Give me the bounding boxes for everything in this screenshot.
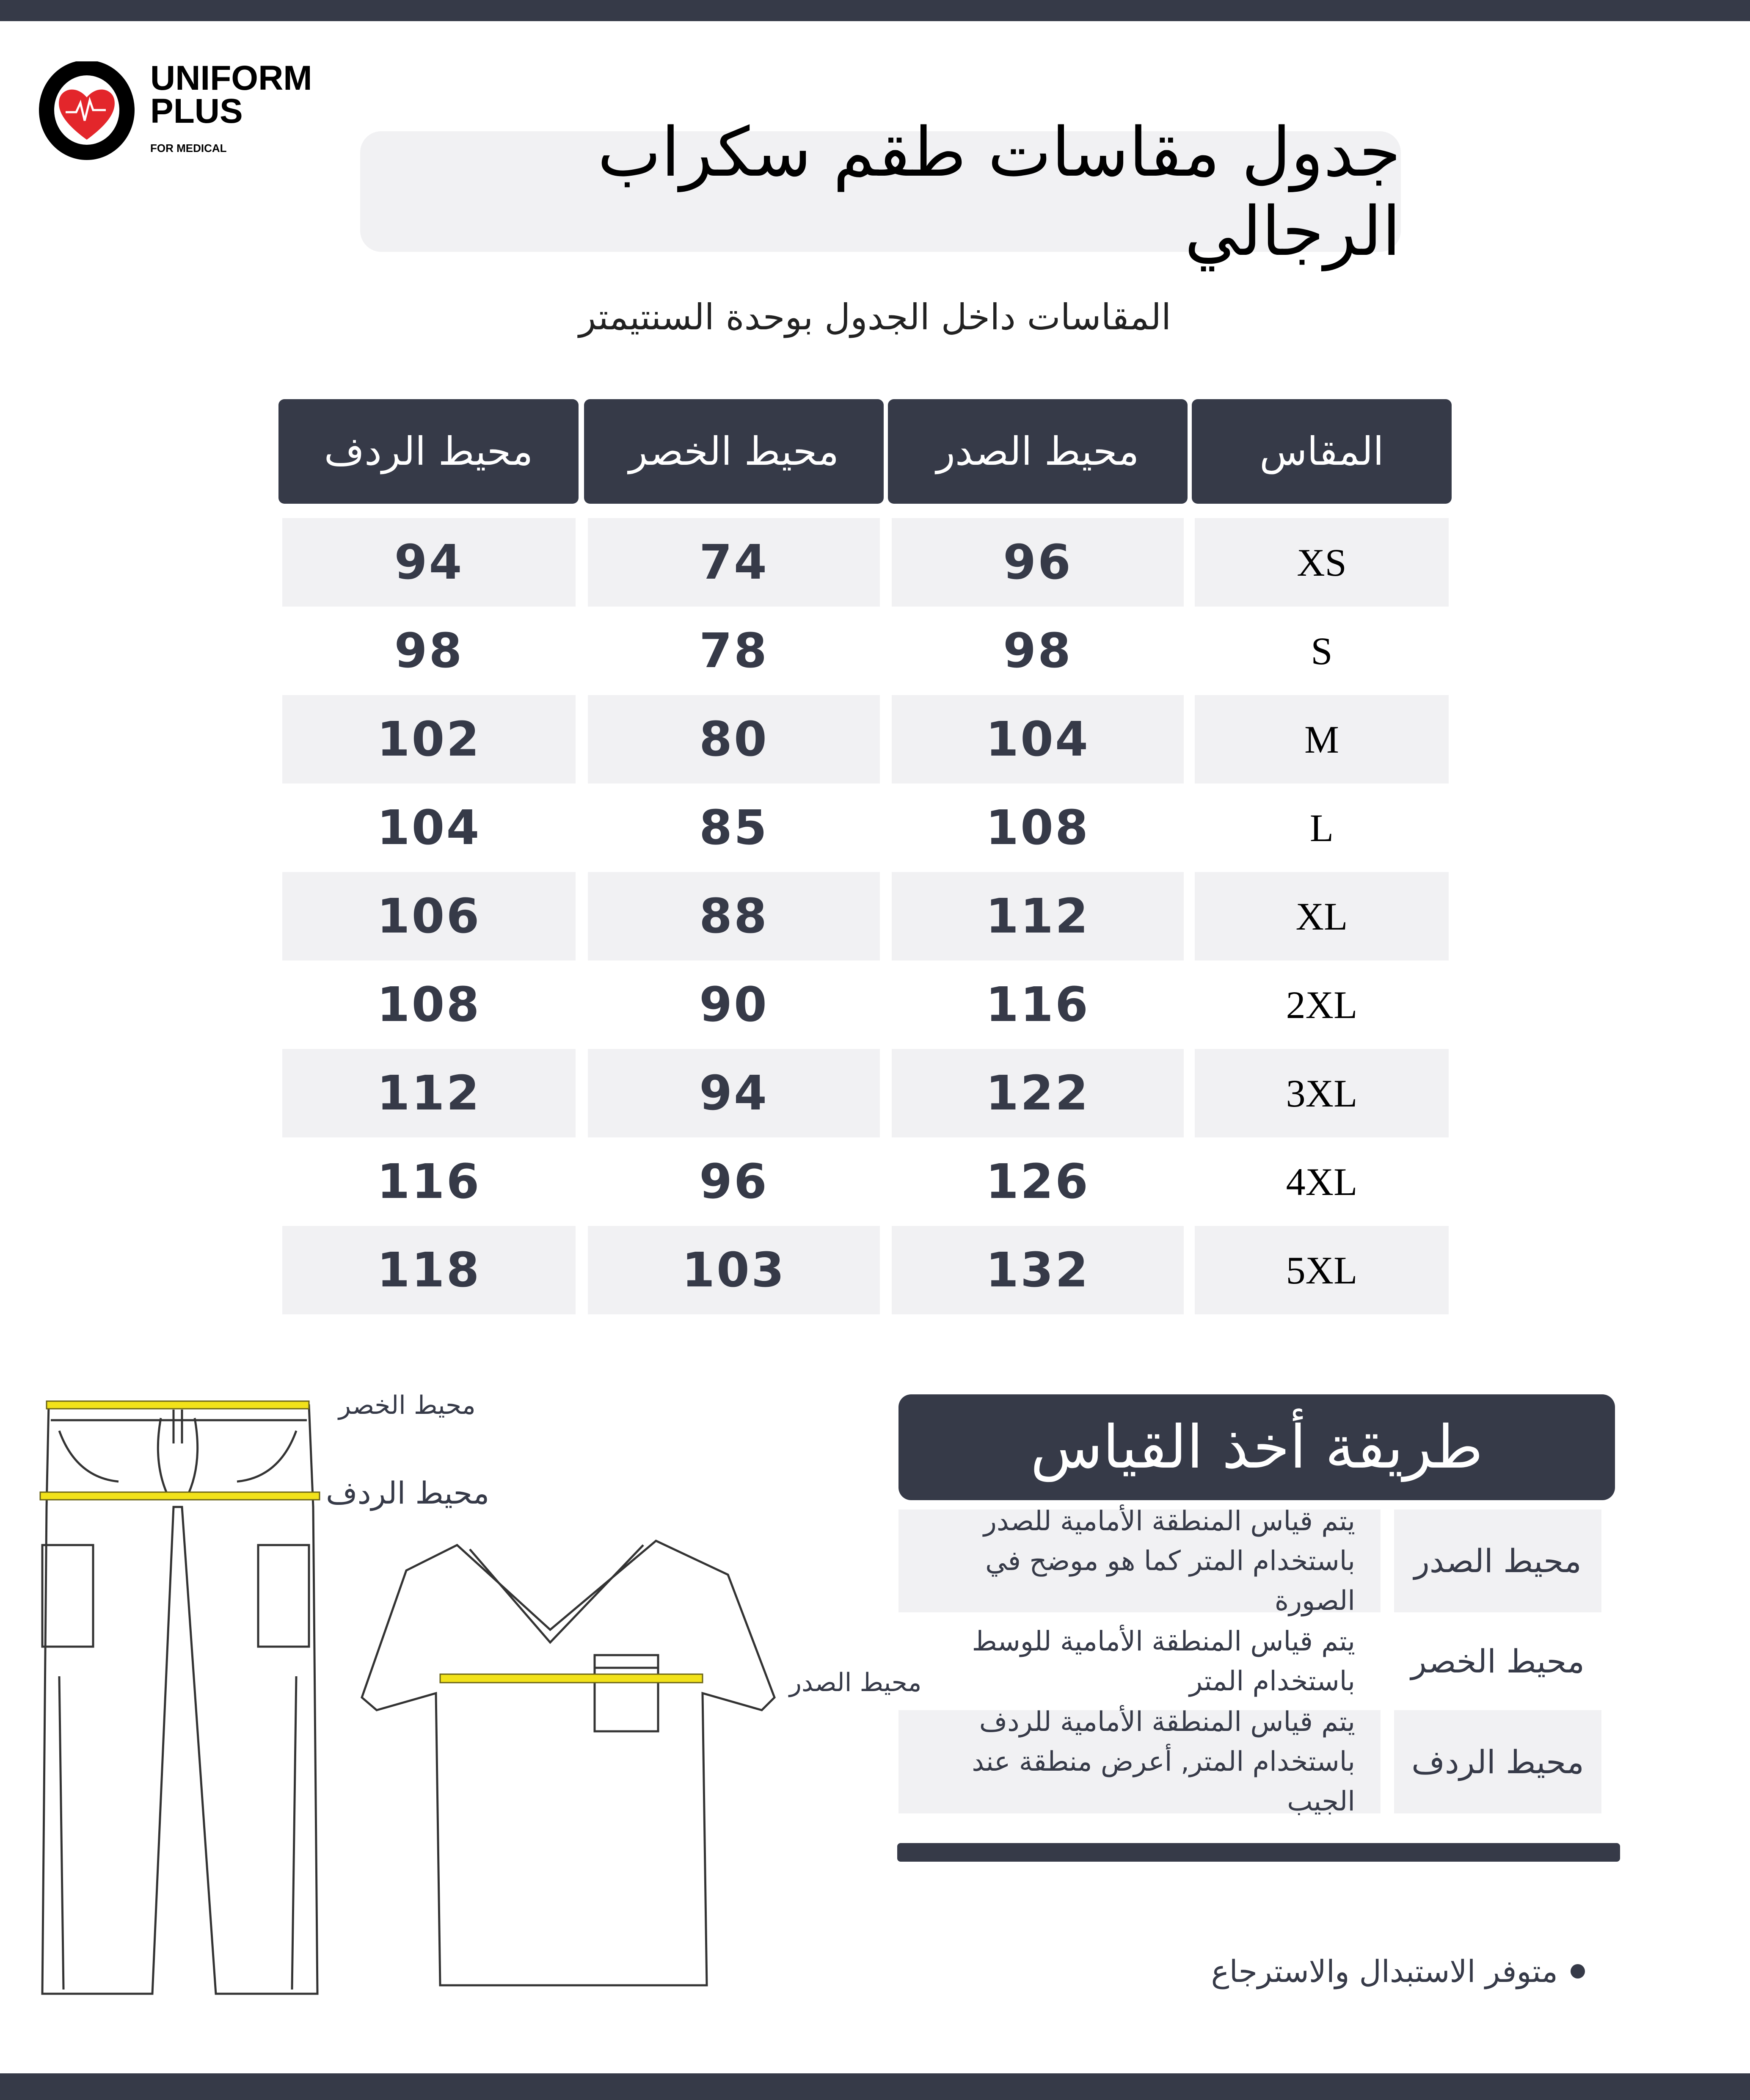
size-value: S [1311,629,1333,673]
chest-value: 108 [986,800,1090,855]
hip-value: 112 [377,1065,481,1121]
size-value: XS [1297,541,1347,584]
waist-diagram-label: محيط الخصر [339,1391,476,1420]
table-cell-hip [282,960,576,1049]
header-size: المقاس [1192,399,1452,504]
waist-value: 103 [682,1242,786,1298]
table-cell-hip [282,1049,576,1137]
hip-value: 118 [377,1242,481,1298]
table-cell-waist [588,1137,880,1226]
table-cell-waist [588,1226,880,1314]
table-cell-waist [588,872,880,960]
waist-value: 94 [699,1065,769,1121]
waist-value: 90 [699,977,769,1032]
table-cell-size [1195,784,1449,872]
hip-value: 116 [377,1154,481,1209]
description-line1: يتم قياس المنطقة الأمامية للردف [979,1706,1355,1738]
hip-value: 104 [377,800,481,855]
header-hip: محيط الردف [278,399,579,504]
table-cell-chest [892,784,1184,872]
size-value: L [1309,806,1334,850]
table-cell-waist [588,607,880,695]
hip-value: 108 [377,977,481,1032]
table-cell-size [1195,518,1449,607]
howto-label: محيط الردف [1394,1710,1601,1813]
chest-value: 98 [1003,623,1072,679]
hip-diagram-label: محيط الردف [326,1475,490,1511]
table-cell-hip [282,695,576,784]
logo-line2: PLUS [150,92,243,130]
table-cell-hip [282,607,576,695]
table-cell-size [1195,607,1449,695]
hip-value: 98 [394,623,464,679]
size-value: 4XL [1286,1160,1358,1203]
description-line1: يتم قياس المنطقة الأمامية للوسط [972,1625,1355,1657]
heart-logo-icon [38,61,140,163]
howto-title: طريقة أخذ القياس [898,1394,1615,1500]
hip-value: 106 [377,889,481,944]
divider-bar [897,1843,1620,1862]
table-cell-chest [892,1226,1184,1314]
howto-description [898,1706,1381,1817]
table-cell-chest [892,1049,1184,1137]
table-cell-waist [588,518,880,607]
size-value: 3XL [1286,1071,1358,1115]
waist-value: 85 [699,800,769,855]
waist-value: 74 [699,535,769,590]
table-cell-chest [892,960,1184,1049]
note-item [1211,1954,1585,1989]
hip-value: 94 [394,535,464,590]
howto-label: محيط الخصر [1411,1642,1585,1680]
logo-line1: UNIFORM [150,59,312,97]
table-cell-waist [588,784,880,872]
description-line2: باستخدام المتر كما هو موضح في الصورة [985,1545,1355,1617]
logo [38,61,334,163]
header-chest: محيط الصدر [888,399,1188,504]
table-cell-hip [282,518,576,607]
table-cell-size [1195,1049,1449,1137]
table-cell-hip [282,872,576,960]
table-cell-hip [282,1137,576,1226]
size-value: M [1304,717,1339,761]
waist-value: 80 [699,712,769,767]
howto-label: محيط الصدر [1394,1509,1601,1612]
hip-value: 102 [377,712,481,767]
table-cell-hip [282,1226,576,1314]
description-line2: باستخدام المتر [1189,1665,1355,1697]
description-line1: يتم قياس المنطقة الأمامية للصدر [983,1505,1355,1537]
table-cell-size [1195,695,1449,784]
pants-drawing [34,1380,330,2006]
table-cell-chest [892,607,1184,695]
table-cell-chest [892,695,1184,784]
top-bar [0,0,1750,21]
chest-value: 104 [986,712,1090,767]
bullet-icon [1571,1964,1585,1979]
table-cell-size [1195,1137,1449,1226]
description-line2: باستخدام المتر, أعرض منطقة عند الجيب [972,1746,1355,1817]
waist-value: 88 [699,889,769,944]
table-cell-hip [282,784,576,872]
table-cell-waist [588,695,880,784]
waist-value: 78 [699,623,769,679]
shirt-drawing [360,1528,783,1994]
header-waist: محيط الخصر [584,399,884,504]
chest-value: 112 [986,889,1090,944]
table-cell-chest [892,518,1184,607]
chest-value: 122 [986,1065,1090,1121]
logo-tagline: FOR MEDICAL [150,142,227,155]
size-value: 5XL [1286,1248,1358,1292]
chest-value: 96 [1003,535,1072,590]
table-cell-waist [588,960,880,1049]
chest-diagram-label: محيط الصدر [789,1668,922,1697]
note-text: متوفر الاستبدال والاسترجاع [1211,1954,1558,1989]
table-cell-chest [892,1137,1184,1226]
chest-value: 126 [986,1154,1090,1209]
size-value: 2XL [1286,983,1358,1027]
waist-value: 96 [699,1154,769,1209]
bottom-bar [0,2073,1750,2100]
table-cell-size [1195,872,1449,960]
title-box [360,112,1401,271]
table-cell-chest [892,872,1184,960]
subtitle: المقاسات داخل الجدول بوحدة السنتيمتر [579,296,1171,338]
size-value: XL [1295,894,1348,938]
table-cell-waist [588,1049,880,1137]
chest-value: 116 [986,977,1090,1032]
howto-description [898,1505,1381,1617]
table-cell-size [1195,1226,1449,1314]
howto-description [898,1614,1381,1709]
chest-value: 132 [986,1242,1090,1298]
table-cell-size [1195,960,1449,1049]
page-title: جدول مقاسات طقم سكراب الرجالي [597,112,1401,271]
